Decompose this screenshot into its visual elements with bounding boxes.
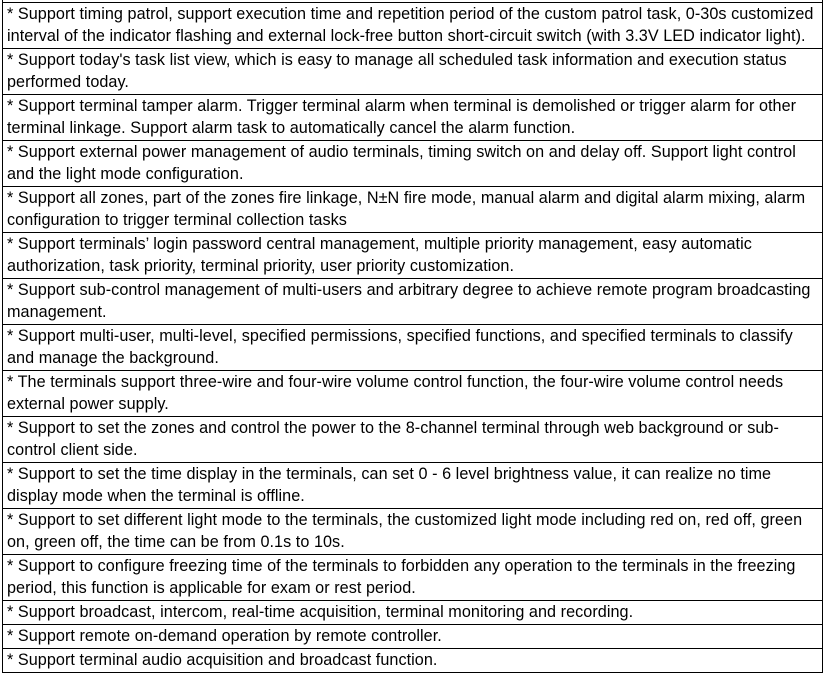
- feature-cell: * Support today's task list view, which is easy to manage all scheduled task information and execution status performed today.: [3, 49, 823, 95]
- feature-cell: * Support broadcast, intercom, real-time acquisition, terminal monitoring and recording.: [3, 601, 823, 625]
- table-row: [3, 463, 823, 509]
- feature-cell: * Support remote on-demand operation by remote controller.: [3, 625, 823, 649]
- table-row: [3, 649, 823, 673]
- feature-cell: * Support to set the time display in the terminals, can set 0 - 6 level brightness value, it can realize no time display mode when the terminal is offline.: [3, 463, 823, 509]
- table-row: [3, 279, 823, 325]
- table-row: [3, 371, 823, 417]
- feature-cell: * Support external power management of audio terminals, timing switch on and delay off. Support light control and the light mode configuration.: [3, 141, 823, 187]
- feature-cell: * Support to set different light mode to the terminals, the customized light mode including red on, red off, green on, green off, the time can be from 0.1s to 10s.: [3, 509, 823, 555]
- table-row: [3, 95, 823, 141]
- table-row: [3, 233, 823, 279]
- feature-cell: * Support sub-control management of multi-users and arbitrary degree to achieve remote program broadcasting management.: [3, 279, 823, 325]
- table-row: [3, 3, 823, 49]
- feature-cell: * Support multi-user, multi-level, specified permissions, specified functions, and specified terminals to classify and manage the background.: [3, 325, 823, 371]
- table-row: [3, 141, 823, 187]
- feature-cell: * Support to set the zones and control the power to the 8-channel terminal through web background or sub-control client side.: [3, 417, 823, 463]
- table-row: [3, 509, 823, 555]
- feature-cell: * Support terminal audio acquisition and broadcast function.: [3, 649, 823, 673]
- table-row: [3, 601, 823, 625]
- table-row: [3, 417, 823, 463]
- feature-cell: * Support to configure freezing time of the terminals to forbidden any operation to the terminals in the freezing period, this function is applicable for exam or rest period.: [3, 555, 823, 601]
- feature-cell: * Support terminal tamper alarm. Trigger terminal alarm when terminal is demolished or trigger alarm for other terminal linkage. Support alarm task to automatically cancel the alarm function.: [3, 95, 823, 141]
- table-row: [3, 49, 823, 95]
- feature-cell: * Support timing patrol, support execution time and repetition period of the custom patrol task, 0-30s customized interval of the indicator flashing and external lock-free button short-circuit switch (with 3.3V LED indicator light).: [3, 3, 823, 49]
- table-row: [3, 187, 823, 233]
- feature-cell: * The terminals support three-wire and four-wire volume control function, the four-wire volume control needs external power supply.: [3, 371, 823, 417]
- table-row: [3, 555, 823, 601]
- feature-table: [2, 0, 823, 673]
- feature-cell: * Support terminals’ login password central management, multiple priority management, easy automatic authorization, task priority, terminal priority, user priority customization.: [3, 233, 823, 279]
- feature-cell: * Support all zones, part of the zones fire linkage, N±N fire mode, manual alarm and digital alarm mixing, alarm configuration to trigger terminal collection tasks: [3, 187, 823, 233]
- table-row: [3, 325, 823, 371]
- table-row: [3, 625, 823, 649]
